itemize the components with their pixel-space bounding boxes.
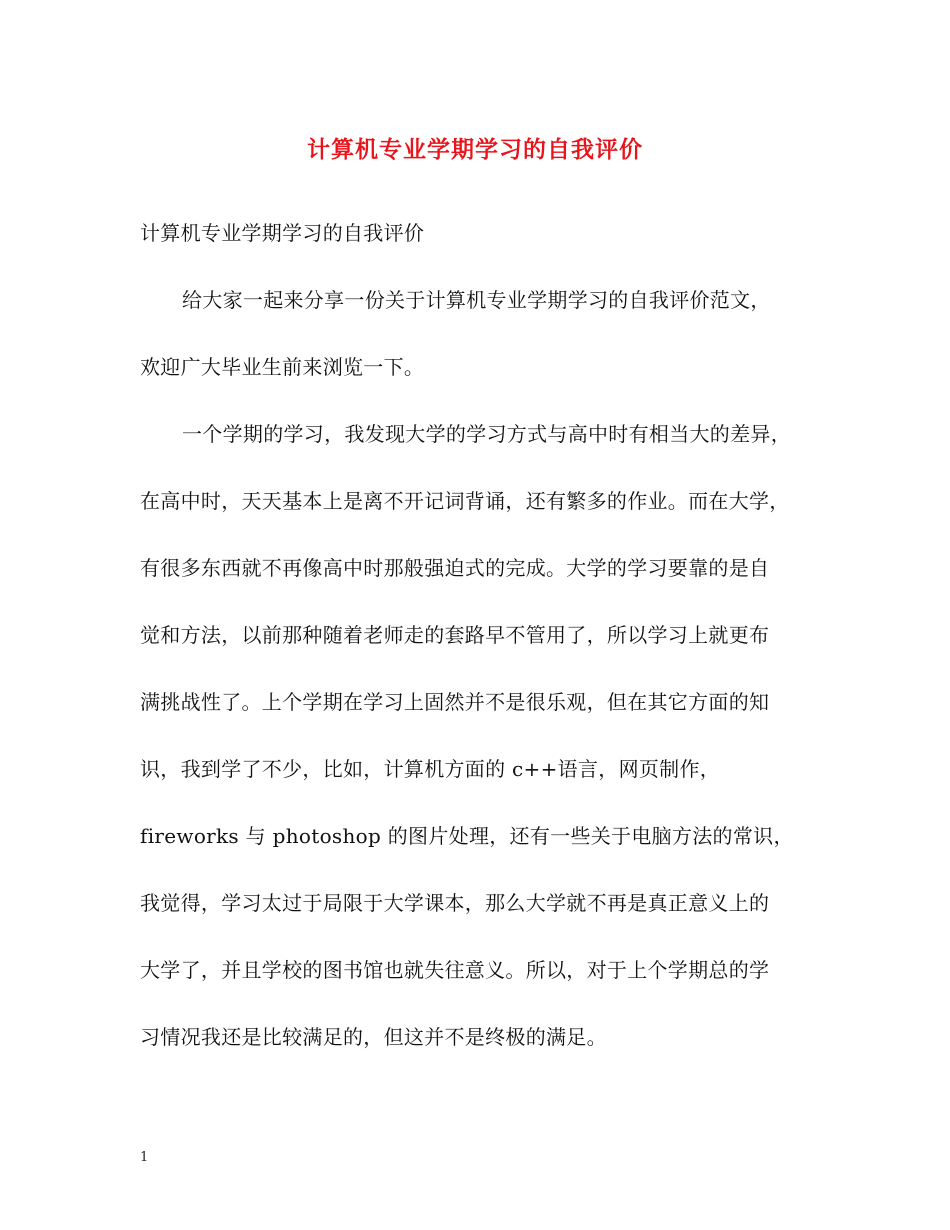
paragraph-line: 有很多东西就不再像高中时那般强迫式的完成。大学的学习要靠的是自 [140, 556, 770, 580]
paragraph-line: 给大家一起来分享一份关于计算机专业学期学习的自我评价范文， [182, 288, 771, 312]
paragraph-line: 我觉得，学习太过于局限于大学课本，那么大学就不再是真正意义上的 [140, 891, 770, 915]
paragraph-line: 欢迎广大毕业生前来浏览一下。 [140, 355, 425, 379]
page-number: 1 [140, 1150, 149, 1165]
paragraph-line: 大学了，并且学校的图书馆也就失往意义。所以，对于上个学期总的学 [140, 958, 770, 982]
paragraph-line: fireworks 与 photoshop 的图片处理，还有一些关于电脑方法的常识， [140, 824, 794, 848]
paragraph-line: 习情况我还是比较满足的，但这并不是终极的满足。 [140, 1025, 607, 1049]
document-title: 计算机专业学期学习的自我评价 [307, 136, 643, 163]
paragraph-line: 识，我到学了不少，比如，计算机方面的 c++语言，网页制作， [140, 757, 721, 781]
paragraph-line: 满挑战性了。上个学期在学习上固然并不是很乐观，但在其它方面的知 [140, 690, 770, 714]
paragraph-line: 觉和方法，以前那种随着老师走的套路早不管用了，所以学习上就更布 [140, 623, 770, 647]
paragraph-line: 一个学期的学习，我发现大学的学习方式与高中时有相当大的差异， [182, 422, 791, 446]
document-subtitle: 计算机专业学期学习的自我评价 [140, 221, 425, 245]
paragraph-line: 在高中时，天天基本上是离不开记词背诵，还有繁多的作业。而在大学， [140, 489, 790, 513]
